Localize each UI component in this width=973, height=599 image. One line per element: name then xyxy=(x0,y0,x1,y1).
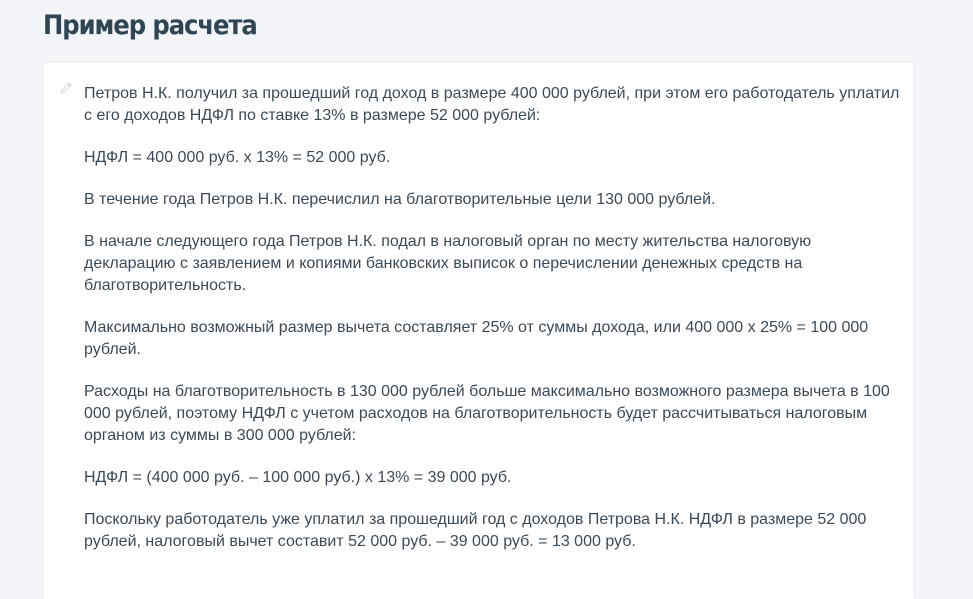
page-title: Пример расчета xyxy=(43,10,257,41)
example-card xyxy=(44,63,913,599)
paragraph-ndfl-recalc: НДФЛ = (400 000 руб. – 100 000 руб.) х 13% = 39 000 руб. xyxy=(84,469,512,486)
paragraph-result: Поскольку работодатель уже уплатил за прошедший год с доходов Петрова Н.К. НДФЛ в размере 52 000 рублей, налоговый вычет составит 52 000 руб. – 39 000 руб. = 13 000 руб. xyxy=(84,511,867,550)
paragraph-charity: В течение года Петров Н.К. перечислил на благотворительные цели 130 000 рублей. xyxy=(84,191,716,208)
calculation-text xyxy=(84,83,904,573)
paragraph-expenses: Расходы на благотворительность в 130 000 рублей больше максимально возможного размера вычета в 100 000 рублей, поэтому НДФЛ с учетом расходов на благотворительность будет рассчитываться налоговым органом из суммы в 300 000 рублей: xyxy=(84,383,890,444)
pencil-icon xyxy=(59,80,73,94)
paragraph-income: Петров Н.К. получил за прошедший год доход в размере 400 000 рублей, при этом его работодатель уплатил с его доходов НДФЛ по ставке 13% в размере 52 000 рублей: xyxy=(84,85,900,124)
paragraph-max-deduction: Максимально возможный размер вычета составляет 25% от суммы дохода, или 400 000 х 25% = 100 000 рублей. xyxy=(84,319,869,358)
paragraph-ndfl-formula: НДФЛ = 400 000 руб. х 13% = 52 000 руб. xyxy=(84,149,391,166)
paragraph-declaration: В начале следующего года Петров Н.К. подал в налоговый орган по месту жительства налоговую декларацию с заявлением и копиями банковских выписок о перечислении денежных средств на благотворительность. xyxy=(84,233,812,294)
